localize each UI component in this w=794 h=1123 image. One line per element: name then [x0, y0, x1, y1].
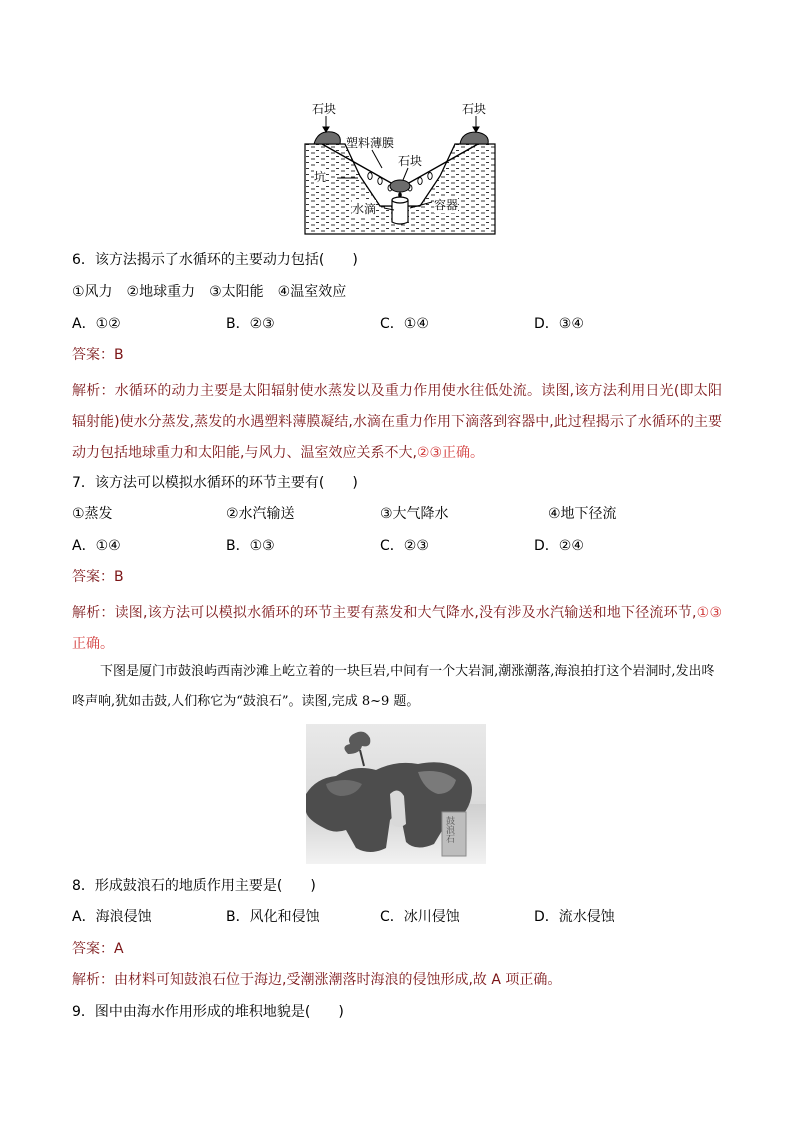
q6-answer: 答案：B — [72, 347, 124, 363]
q6-option-d: D．③④ — [534, 316, 584, 332]
q6-question: 6．该方法揭示了水循环的主要动力包括( ) — [72, 252, 358, 268]
q6-analysis-highlight: ②③正确。 — [416, 445, 485, 461]
stone-center-shape — [390, 180, 410, 192]
q7-answer: 答案：B — [72, 569, 124, 585]
label-stone-center: 石块 — [398, 154, 423, 168]
q7-item-4: ④地下径流 — [548, 506, 617, 522]
q7-analysis — [72, 598, 722, 660]
passage-text — [72, 657, 722, 717]
label-stone-left: 石块 — [312, 102, 337, 116]
q8-option-c: C．冰川侵蚀 — [380, 909, 460, 925]
label-pit: 坑 — [314, 170, 327, 184]
label-stone-right: 石块 — [462, 102, 487, 116]
stone-right-shape — [460, 132, 488, 144]
q6-items: ①风力 ②地球重力 ③太阳能 ④温室效应 — [72, 284, 347, 300]
q7-analysis-main: 解析：读图,该方法可以模拟水循环的环节主要有蒸发和大气降水,没有涉及水汽输送和地下径流环节, — [72, 605, 697, 621]
q7-option-a: A．①④ — [72, 538, 121, 554]
q6-option-a: A．①② — [72, 316, 121, 332]
q7-item-1: ①蒸发 — [72, 506, 113, 522]
stone-inscription: 鼓浪石 — [444, 816, 454, 843]
passage-body: 下图是厦门市鼓浪屿西南沙滩上屹立着的一块巨岩,中间有一个大岩洞,潮涨潮落,海浪拍打这个岩洞时,发出咚咚声响,犹如击鼓,人们称它为“鼓浪石”。读图,完成 8~9 题。 — [72, 664, 715, 709]
gulang-stone-photo — [306, 724, 486, 864]
q7-option-b: B．①③ — [226, 538, 275, 554]
q6-option-c: C．①④ — [380, 316, 429, 332]
q7-item-2: ②水汽输送 — [226, 506, 295, 522]
q6-analysis — [72, 376, 722, 469]
label-container: 容器 — [434, 198, 459, 212]
q7-option-d: D．②④ — [534, 538, 584, 554]
q8-option-a: A．海浪侵蚀 — [72, 909, 152, 925]
q8-option-b: B．风化和侵蚀 — [226, 909, 320, 925]
stone-left-shape — [314, 132, 340, 144]
q8-answer: 答案：A — [72, 941, 124, 957]
q7-analysis-highlight: ①③正确。 — [72, 605, 722, 652]
q6-option-b: B．②③ — [226, 316, 275, 332]
q7-option-c: C．②③ — [380, 538, 429, 554]
q8-question: 8．形成鼓浪石的地质作用主要是( ) — [72, 878, 316, 894]
q8-analysis: 解析：由材料可知鼓浪石位于海边,受潮涨潮落时海浪的侵蚀形成,故 A 项正确。 — [72, 972, 562, 988]
q8-option-d: D．流水侵蚀 — [534, 909, 615, 925]
label-droplet: 水滴 — [352, 202, 377, 216]
q6-analysis-main: 解析：水循环的动力主要是太阳辐射使水蒸发以及重力作用使水往低处流。读图,该方法利用日光(即太阳辐射能)使水分蒸发,蒸发的水遇塑料薄膜凝结,水滴在重力作用下滴落到容器中,此过程揭示了水循环的主要动力包括地球重力和太阳能,与风力、温室效应关系不大, — [72, 383, 722, 461]
q7-question: 7．该方法可以模拟水循环的环节主要有( ) — [72, 475, 358, 491]
q9-question: 9．图中由海水作用形成的堆积地貌是( ) — [72, 1004, 344, 1020]
label-film: 塑料薄膜 — [346, 136, 395, 150]
q7-item-3: ③大气降水 — [380, 506, 449, 522]
